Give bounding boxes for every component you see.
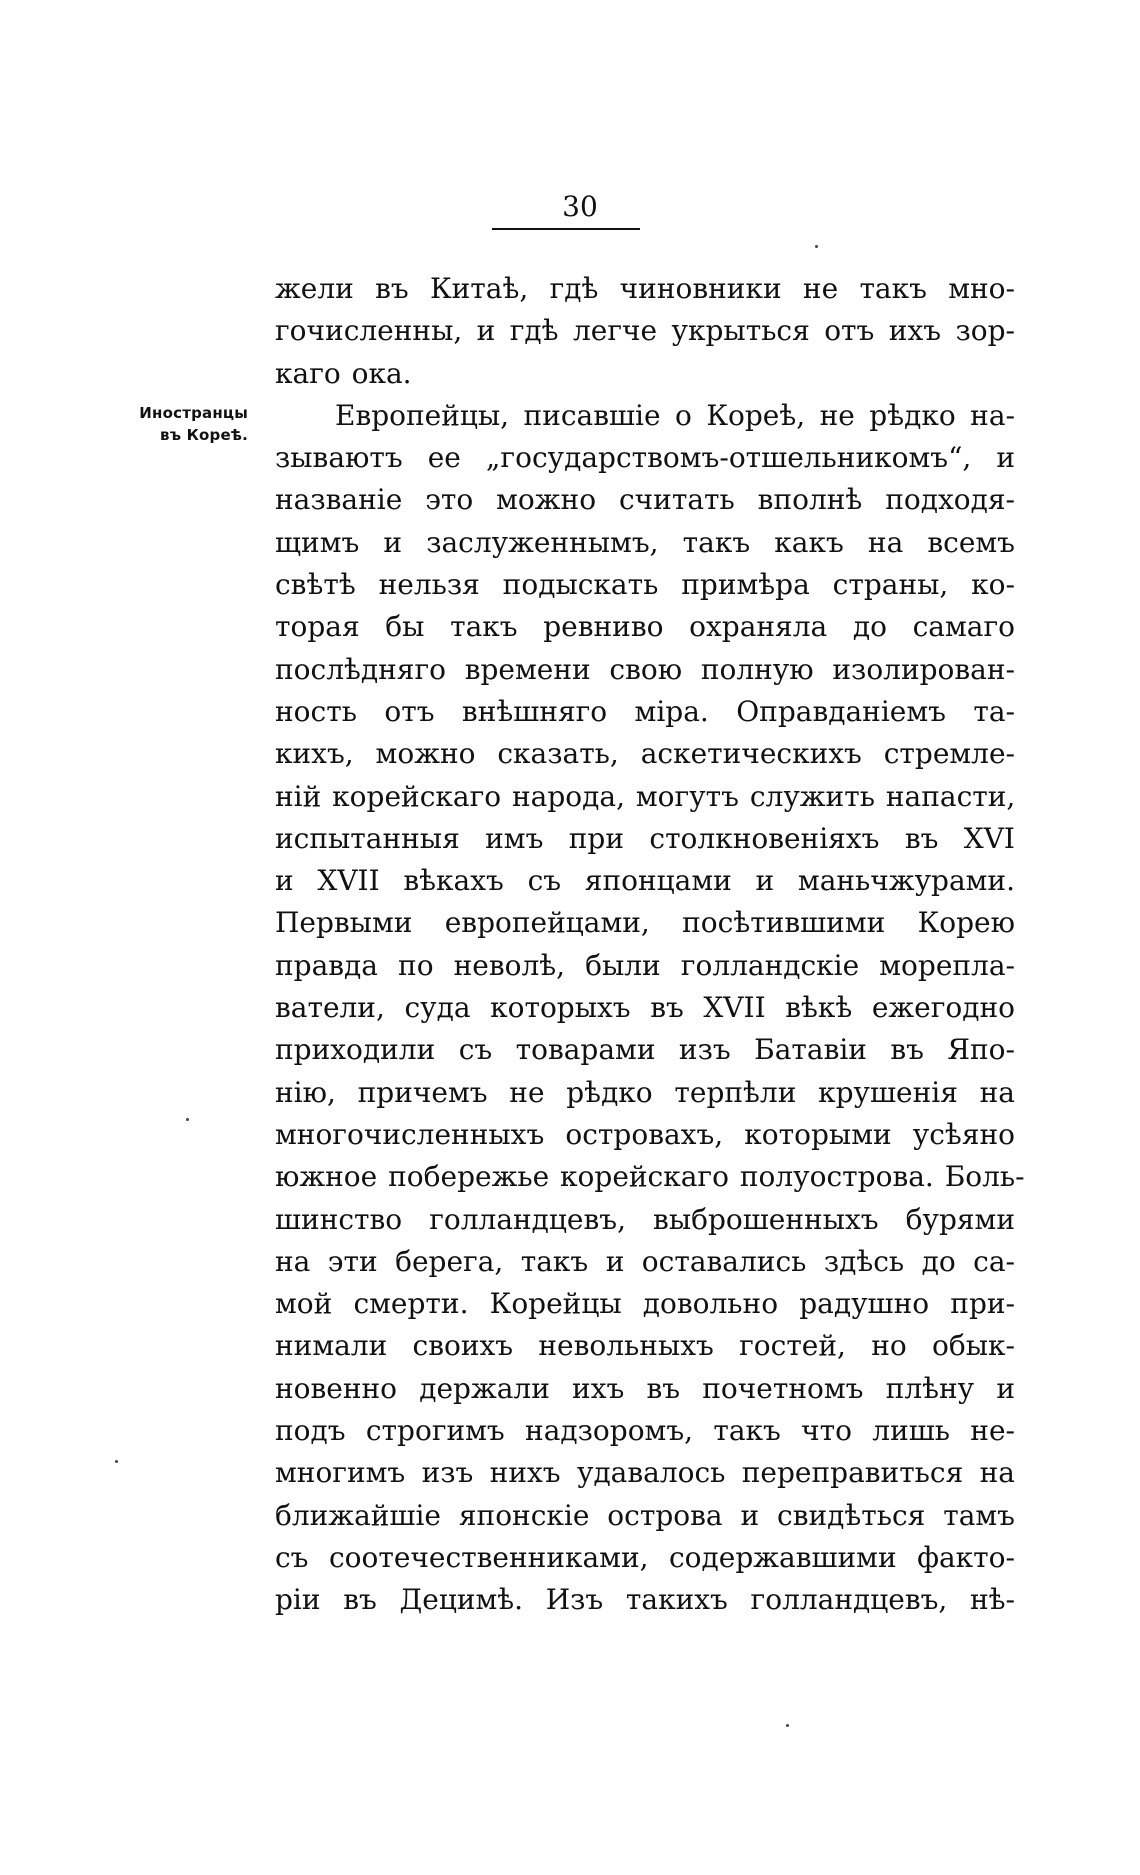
text-line: нимали своихъ невольныхъ гостей, но обык- bbox=[275, 1329, 1015, 1363]
scan-speck bbox=[115, 1460, 118, 1463]
text-line: испытанныя имъ при столкновеніяхъ въ XVI bbox=[275, 821, 1015, 855]
text-line: ріи въ Децимѣ. Изъ такихъ голландцевъ, нѣ- bbox=[275, 1583, 1015, 1617]
header-rule bbox=[492, 228, 640, 230]
margin-note bbox=[118, 402, 248, 446]
text-line: торая бы такъ ревниво охраняла до самаго bbox=[275, 610, 1015, 644]
text-line: щимъ и заслуженнымъ, такъ какъ на всемъ bbox=[275, 525, 1015, 559]
text-line: нію, причемъ не рѣдко терпѣли крушенія на bbox=[275, 1075, 1015, 1109]
text-line: мой смерти. Корейцы довольно радушно при- bbox=[275, 1287, 1015, 1321]
text-line: жели въ Китаѣ, гдѣ чиновники не такъ мно- bbox=[275, 272, 1015, 305]
text-line: послѣдняго времени свою полную изолирован- bbox=[275, 652, 1015, 686]
paragraph-start-line: Европейцы, писавшіе о Кореѣ, не рѣдко на- bbox=[335, 398, 1015, 432]
text-line: подъ строгимъ надзоромъ, такъ что лишь не- bbox=[275, 1414, 1015, 1448]
text-line: и XVII вѣкахъ съ японцами и маньчжурами. bbox=[275, 864, 1015, 898]
text-line: каго ока. bbox=[275, 356, 412, 390]
text-line: многимъ изъ нихъ удавалось переправиться на bbox=[275, 1456, 1015, 1490]
text-line: зываютъ ее „государствомъ-отшельникомъ“, и bbox=[275, 441, 1015, 475]
text-line: ближайшіе японскіе острова и свидѣться тамъ bbox=[275, 1498, 1015, 1532]
page-number bbox=[0, 190, 1140, 224]
text-line: многочисленныхъ островахъ, которыми усѣяно bbox=[275, 1117, 1015, 1151]
text-line: съ соотечественниками, содержавшими факто- bbox=[275, 1540, 1015, 1574]
text-line: приходили съ товарами изъ Батавіи въ Япо- bbox=[275, 1033, 1015, 1067]
text-line: шинство голландцевъ, выброшенныхъ бурями bbox=[275, 1202, 1015, 1236]
page-number-text: 30 bbox=[562, 190, 598, 223]
text-line: названіе это можно считать вполнѣ подходя- bbox=[275, 483, 1015, 517]
scan-speck bbox=[815, 245, 818, 248]
text-line: южное побережье корейскаго полуострова. Боль- bbox=[275, 1160, 1025, 1194]
text-line: ность отъ внѣшняго міра. Оправданіемъ та- bbox=[275, 694, 1015, 728]
text-line: Первыми европейцами, посѣтившими Корею bbox=[275, 906, 1015, 940]
text-line: новенно держали ихъ въ почетномъ плѣну и bbox=[275, 1371, 1015, 1405]
text-line: гочисленны, и гдѣ легче укрыться отъ ихъ зор- bbox=[275, 314, 1015, 348]
scan-speck bbox=[186, 1118, 189, 1121]
text-line: правда по неволѣ, были голландскіе морепла- bbox=[275, 948, 1015, 982]
scan-speck bbox=[786, 1724, 789, 1727]
text-line: свѣтѣ нельзя подыскать примѣра страны, ко- bbox=[275, 568, 1015, 602]
text-line: на эти берега, такъ и оставались здѣсь до са- bbox=[275, 1244, 1015, 1278]
margin-note-line: въ Кореѣ. bbox=[160, 426, 248, 444]
text-line: ній корейскаго народа, могутъ служить напасти, bbox=[275, 779, 1016, 813]
text-line: кихъ, можно сказать, аскетическихъ стремле- bbox=[275, 737, 1015, 771]
margin-note-line: Иностранцы bbox=[139, 404, 248, 422]
body-text bbox=[275, 268, 1025, 1622]
text-line: ватели, суда которыхъ въ XVII вѣкѣ ежегодно bbox=[275, 991, 1015, 1025]
